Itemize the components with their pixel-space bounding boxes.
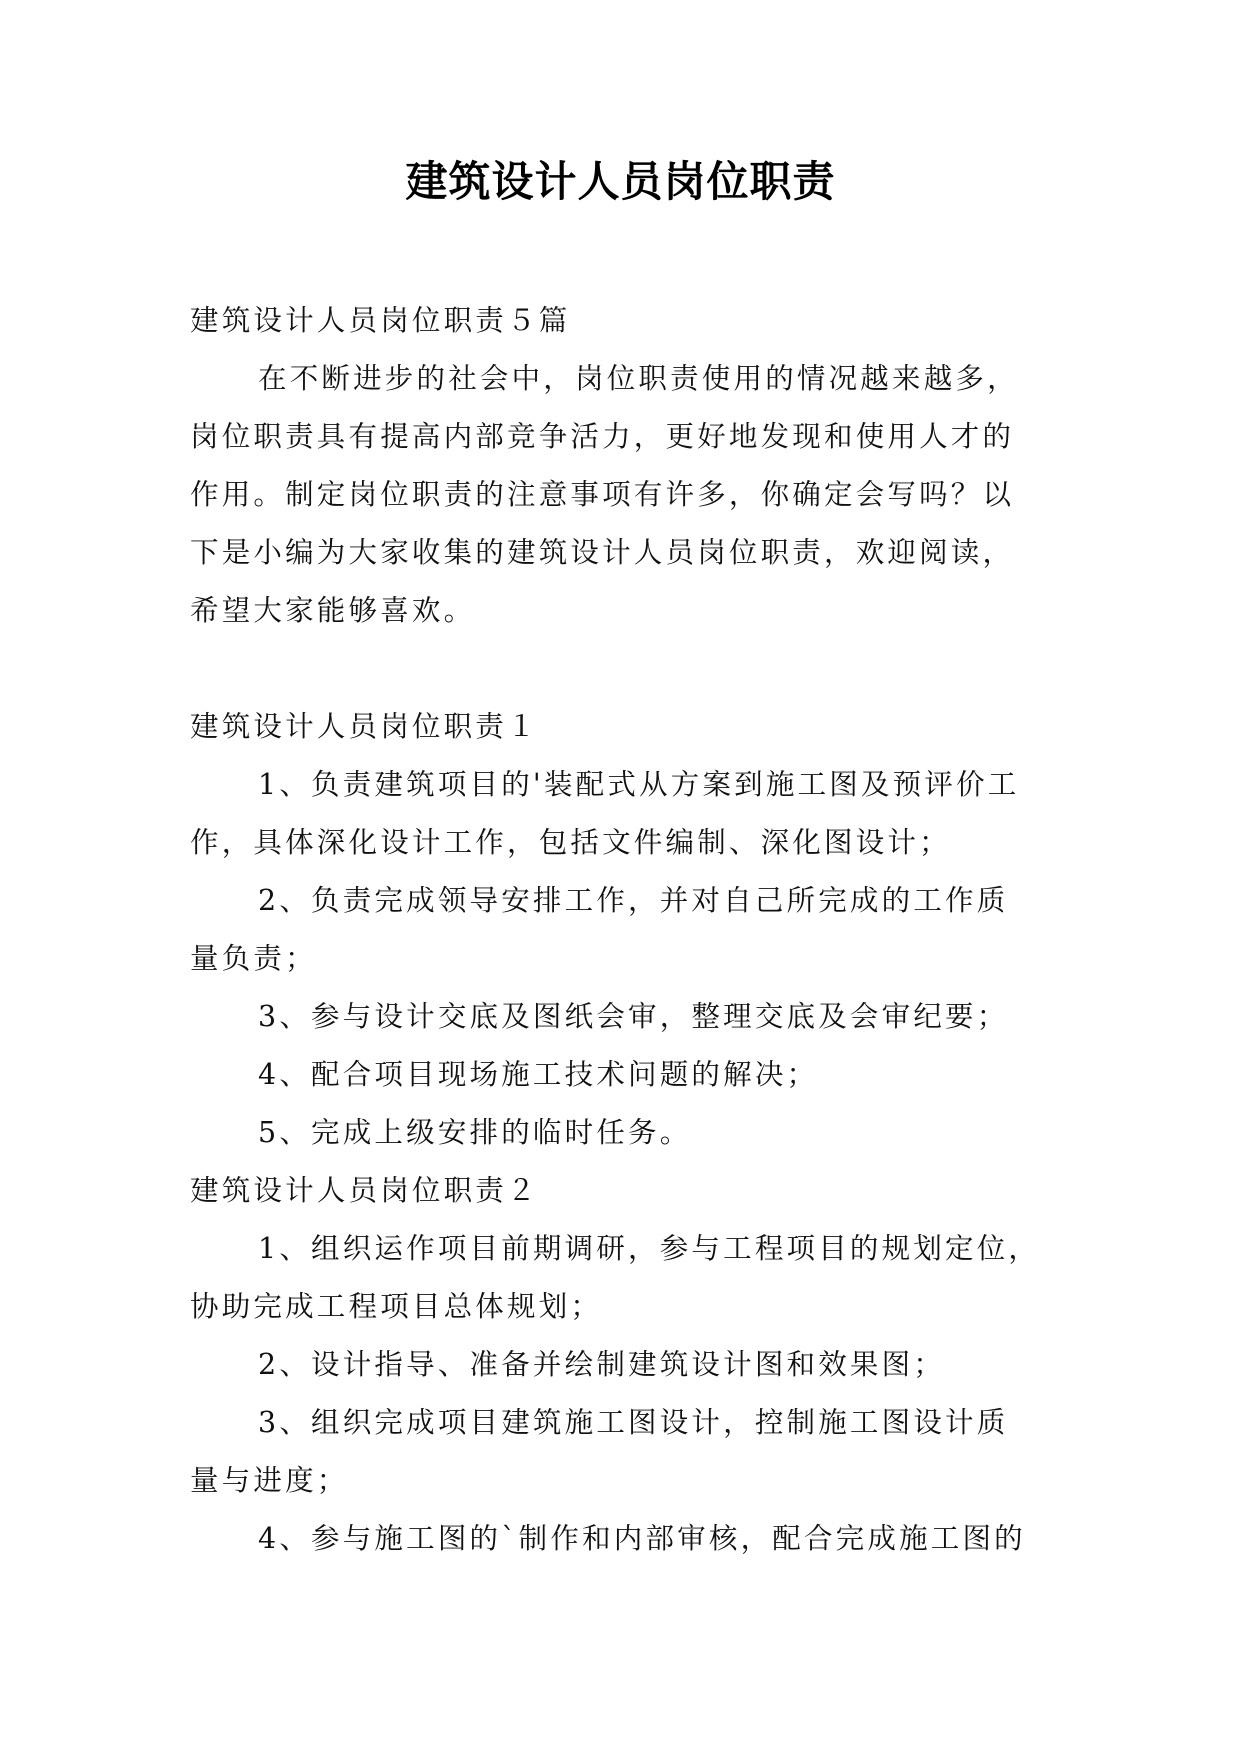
text-line: 3、组织完成项目建筑施工图设计，控制施工图设计质 <box>258 1406 1009 1439</box>
text-line: 量负责； <box>190 942 317 975</box>
text-line: 量与进度； <box>190 1464 349 1497</box>
text-line: 在不断进步的社会中，岗位职责使用的情况越来越多， <box>258 362 1019 395</box>
document-title: 建筑设计人员岗位职责 <box>405 157 836 206</box>
text-line: 1、组织运作项目前期调研，参与工程项目的规划定位， <box>258 1232 1041 1265</box>
blank-line <box>190 640 1050 698</box>
text-line: 3、参与设计交底及图纸会审，整理交底及会审纪要； <box>258 1000 1009 1033</box>
text-line: 4、参与施工图的`制作和内部审核，配合完成施工图的 <box>258 1522 1026 1555</box>
text-line: 建筑设计人员岗位职责１ <box>190 710 539 743</box>
text-line: 下是小编为大家收集的建筑设计人员岗位职责，欢迎阅读， <box>190 536 1015 569</box>
document-body <box>190 292 1050 1568</box>
text-line: 5、完成上级安排的临时任务。 <box>258 1116 692 1149</box>
text-line: 2、负责完成领导安排工作，并对自己所完成的工作质 <box>258 884 1009 917</box>
text-line: 4、配合项目现场施工技术问题的解决； <box>258 1058 819 1091</box>
text-line: 2、设计指导、准备并绘制建筑设计图和效果图； <box>258 1348 946 1381</box>
text-line: 建筑设计人员岗位职责２ <box>190 1174 539 1207</box>
text-line: 希望大家能够喜欢。 <box>190 594 476 627</box>
text-line: 岗位职责具有提高内部竞争活力，更好地发现和使用人才的 <box>190 420 1015 453</box>
text-line: 1、负责建筑项目的'装配式从方案到施工图及预评价工 <box>258 768 1020 801</box>
text-line: 作，具体深化设计工作，包括文件编制、深化图设计； <box>190 826 951 859</box>
text-line: 协助完成工程项目总体规划； <box>190 1290 603 1323</box>
text-line: 建筑设计人员岗位职责５篇 <box>190 304 571 337</box>
text-line: 作用。制定岗位职责的注意事项有许多，你确定会写吗？以 <box>190 478 1015 511</box>
